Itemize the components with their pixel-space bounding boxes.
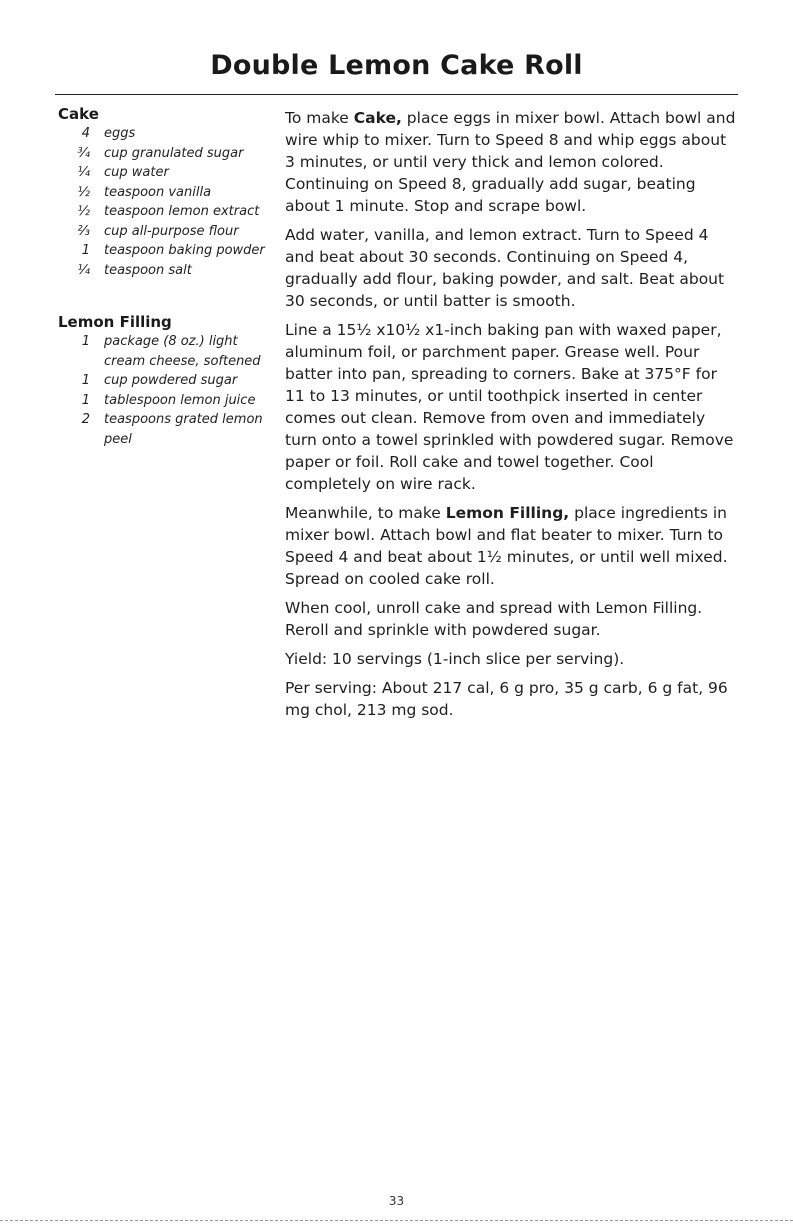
ingredient-item [58, 163, 268, 183]
ingredient-qty: 4 [81, 126, 90, 141]
lemon-filling-heading: Lemon Filling [58, 313, 172, 331]
section-spacer [58, 280, 268, 312]
yield-text: Yield: 10 servings (1-inch slice per serving). [285, 650, 625, 668]
page-title: Double Lemon Cake Roll [210, 50, 583, 81]
method-paragraph: When cool, unroll cake and spread with Lemon Filling. Reroll and sprinkle with powdered sugar. [285, 599, 703, 639]
cake-heading: Cake [58, 105, 99, 123]
nutrition-text: Per serving: About 217 cal, 6 g pro, 35 g carb, 6 g fat, 96 mg chol, 213 mg sod. [285, 679, 728, 719]
ingredients-column [58, 104, 268, 449]
method-text: Meanwhile, to make [285, 504, 446, 522]
method-paragraph: Add water, vanilla, and lemon extract. Turn to Speed 4 and beat about 30 seconds. Continuing on Speed 4, gradually add flour, baking powder, and salt. Beat about 30 seconds, or until batter is smooth. [285, 226, 725, 310]
ingredient-text: teaspoon salt [104, 262, 192, 278]
ingredient-item [58, 410, 268, 449]
method-text: place eggs in mixer bowl. Attach bowl and wire whip to mixer. Turn to Speed 8 and whip eggs about 3 minutes, or until very thick and lemon colored. Continuing on Speed 8, gradually add sugar, beating about 1 minute. Stop and scrape bowl. [285, 109, 736, 215]
method-paragraph-cake [285, 107, 740, 217]
ingredient-qty: 1 [81, 334, 90, 349]
ingredient-text: teaspoons grated lemon peel [104, 412, 263, 447]
ingredient-item [58, 222, 268, 242]
lemon-filling-keyword: Lemon Filling, [445, 504, 570, 522]
ingredient-qty: ⅔ [77, 223, 90, 239]
ingredient-item [58, 183, 268, 203]
ingredient-qty: 1 [81, 373, 90, 388]
method-text: To make [285, 109, 354, 127]
method-column [285, 107, 740, 728]
ingredient-text: teaspoon lemon extract [104, 204, 260, 219]
ingredient-qty: ¾ [77, 145, 90, 161]
ingredient-item [58, 124, 268, 144]
method-text: place ingredients in mixer bowl. Attach bowl and flat beater to mixer. Turn to Speed 4 and beat about 1½ minutes, or until well mixed. Spread on cooled cake roll. [285, 504, 728, 588]
ingredient-qty: 2 [81, 412, 90, 427]
method-paragraph-filling [285, 502, 740, 590]
ingredient-item [58, 261, 268, 281]
ingredient-text: tablespoon lemon juice [104, 392, 256, 408]
ingredient-text: cup powdered sugar [104, 373, 238, 388]
ingredient-item [58, 241, 268, 261]
ingredient-item [58, 144, 268, 164]
ingredient-text: package (8 oz.) light cream cheese, softened [104, 334, 261, 369]
ingredient-qty: ½ [77, 184, 90, 200]
ingredient-qty: ½ [77, 204, 90, 219]
ingredient-item [58, 332, 268, 371]
ingredient-text: eggs [104, 126, 136, 141]
bottom-border [0, 1220, 793, 1221]
page-number: 33 [388, 1194, 405, 1208]
ingredient-item [58, 202, 268, 222]
ingredient-text: cup granulated sugar [104, 145, 244, 161]
cake-ingredient-list [58, 124, 268, 280]
ingredient-text: teaspoon baking powder [104, 243, 265, 258]
ingredient-qty: ¼ [77, 165, 90, 180]
ingredient-text: cup all-purpose flour [104, 223, 239, 239]
title-divider [55, 94, 738, 95]
ingredient-text: teaspoon vanilla [104, 184, 212, 200]
ingredient-item [58, 391, 268, 411]
filling-ingredient-list [58, 332, 268, 449]
ingredient-qty: 1 [81, 243, 90, 258]
ingredient-item [58, 371, 268, 391]
cake-keyword: Cake, [353, 109, 402, 127]
ingredient-qty: 1 [81, 392, 90, 408]
ingredient-text: cup water [104, 165, 169, 180]
ingredient-qty: ¼ [77, 262, 90, 278]
method-paragraph: Line a 15½ x10½ x1-inch baking pan with waxed paper, aluminum foil, or parchment paper. Grease well. Pour batter into pan, spreading to corners. Bake at 375°F for 11 to 13 minutes, or until toothpick inserted in center comes out clean. Remove from oven and immediately turn onto a towel sprinkled with powdered sugar. Remove paper or foil. Roll cake and towel together. Cool completely on wire rack. [285, 321, 734, 493]
